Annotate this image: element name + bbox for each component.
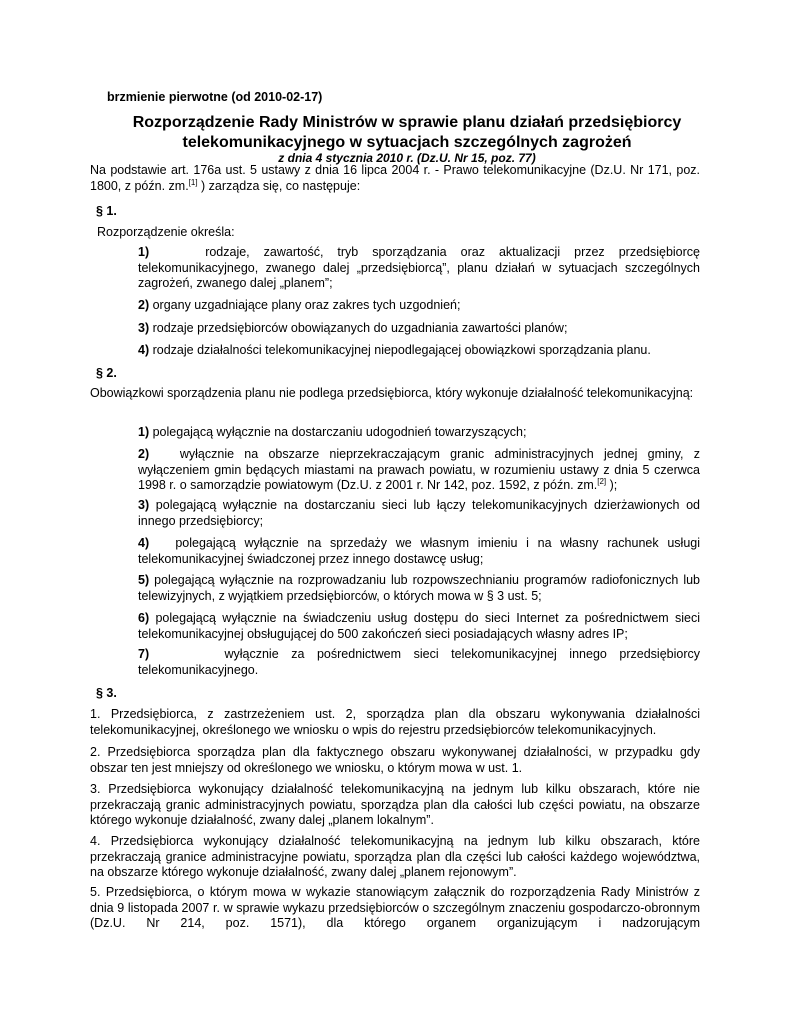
footnote-link-2[interactable]: [2] <box>597 476 607 486</box>
s1-item-2 <box>138 298 700 314</box>
section-1-heading: § 1. <box>96 204 117 218</box>
s1-item-4 <box>138 343 700 359</box>
item-label: 2) <box>138 447 150 461</box>
s1-item-1 <box>138 245 700 292</box>
s2-item-4 <box>138 536 700 567</box>
section-2-heading: § 2. <box>96 366 117 380</box>
s3-paragraph-5: 5. Przedsiębiorca, o którym mowa w wykazie stanowiącym załącznik do rozporządzenia Rady Ministrów z dnia 9 listopada 2007 r. w sprawie wykazu przedsiębiorców o szczególnym znaczeniu gospodarczo-obronnym (Dz.U. Nr 214, poz. 1571), dla którego organem organizującym i nadzorującym <box>90 885 700 930</box>
section-2-intro: Obowiązkowi sporządzenia planu nie podlega przedsiębiorca, który wykonuje działalność telekomunikacyjną: <box>90 386 694 400</box>
s2-item-1 <box>138 425 700 441</box>
item-label: 2) <box>138 298 150 312</box>
item-label: 4) <box>138 536 150 550</box>
preamble: Na podstawie art. 176a ust. 5 ustawy z dnia 16 lipca 2004 r. - Prawo telekomunikacyjne (Dz.U. Nr 171, poz. 1800, z późn. zm.[1] ) zarządza się, co następuje: <box>90 163 700 193</box>
item-label: 1) <box>138 425 150 439</box>
footnote-link-1[interactable]: [1] <box>188 177 198 187</box>
s2-item-2: 2) wyłącznie na obszarze nieprzekraczającym granic administracyjnych jednej gminy, z wyłączeniem gmin będących miastami na prawach powiatu, w rozumieniu ustawy z dnia 5 czerwca 1998 r. o samorządzie powiatowym (Dz.U. z 2001 r. Nr 142, poz. 1592, z późn. zm.[2] ); <box>138 447 701 492</box>
item-text: rodzaje, zawartość, tryb sporządzania oraz aktualizacji przez przedsiębiorcę telekomunikacyjnego, zwanego dalej „przedsiębiorcą”, planu działań w sytuacjach szczególnych zagrożeń, zwanego dalej „planem”; <box>138 245 700 290</box>
section-1-intro: Rozporządzenie określa: <box>97 225 235 239</box>
item-label: 7) <box>138 647 150 661</box>
s3-paragraph-1: 1. Przedsiębiorca, z zastrzeżeniem ust. 2, sporządza plan dla obszaru wykonywania działalności telekomunikacyjnej, określonego we wniosku o wpis do rejestru przedsiębiorców telekomunikacyjnych. <box>90 707 700 737</box>
item-label: 3) <box>138 321 150 335</box>
item-label: 1) <box>138 245 150 259</box>
item-text: polegającą wyłącznie na dostarczaniu sieci lub łączy telekomunikacyjnych dzierżawionych od innego przedsiębiorcy; <box>138 498 701 528</box>
item-text: polegającą wyłącznie na rozprowadzaniu lub rozpowszechnianiu programów radiofonicznych lub telewizyjnych, z wyjątkiem przedsiębiorców, o których mowa w § 3 ust. 5; <box>138 573 700 603</box>
document-title <box>90 113 724 153</box>
section-3-heading: § 3. <box>96 686 117 700</box>
s2-item-6 <box>138 611 700 642</box>
s3-paragraph-3: 3. Przedsiębiorca wykonujący działalność telekomunikacyjną na jednym lub kilku obszarach, które nie przekraczają granic administracyjnych powiatu, sporządza plan dla całości lub części powiatu, na obszarze którego wykonuje działalność, zwany dalej „planem lokalnym”. <box>90 782 700 827</box>
item-text: polegającą wyłącznie na świadczeniu usług dostępu do sieci Internet za pośrednictwem sieci telekomunikacyjnej obsługującej do 500 zakończeń sieci posiadających własny adres IP; <box>138 611 700 641</box>
item-text: organy uzgadniające plany oraz zakres tych uzgodnień; <box>152 298 461 312</box>
item-text: rodzaje działalności telekomunikacyjnej niepodlegającej obowiązkowi sporządzania planu. <box>152 343 651 357</box>
s2-item-7 <box>138 647 700 678</box>
item-text: rodzaje przedsiębiorców obowiązanych do uzgadniania zawartości planów; <box>152 321 568 335</box>
s2-item-5 <box>138 573 700 604</box>
title-line-1: Rozporządzenie Rady Ministrów w sprawie planu działań przedsiębiorcy <box>132 114 682 131</box>
item-label: 3) <box>138 498 150 512</box>
item-text: wyłącznie za pośrednictwem sieci telekomunikacyjnej innego przedsiębiorcy telekomunikacyjnego. <box>138 647 700 677</box>
s2-item-3 <box>138 498 700 529</box>
s3-paragraph-2: 2. Przedsiębiorca sporządza plan dla faktycznego obszaru wykonywanej działalności, w przypadku gdy obszar ten jest mniejszy od określonego we wniosku, o którym mowa w ust. 1. <box>90 745 700 775</box>
item-label: 5) <box>138 573 150 587</box>
item-text: polegającą wyłącznie na sprzedaży we własnym imieniu i na własny rachunek usługi telekomunikacyjnej świadczonej przez innego dostawcę usług; <box>138 536 700 566</box>
title-line-2: telekomunikacyjnego w sytuacjach szczególnych zagrożeń <box>182 134 632 151</box>
version-note: brzmienie pierwotne (od 2010-02-17) <box>107 90 323 104</box>
document-subtitle: z dnia 4 stycznia 2010 r. (Dz.U. Nr 15, poz. 77) <box>278 151 536 165</box>
item-label: 4) <box>138 343 150 357</box>
item-label: 6) <box>138 611 150 625</box>
item-text: wyłącznie na obszarze nieprzekraczającym granic administracyjnych jednej gminy, z wyłączeniem gmin będących miastami na prawach powiatu, w rozumieniu ustawy z dnia 5 czerwca 1998 r. o samorządzie powiatowym (Dz.U. z 2001 r. Nr 142, poz. 1592, z późn. zm. <box>138 447 701 492</box>
s3-paragraph-4: 4. Przedsiębiorca wykonujący działalność telekomunikacyjną na jednym lub kilku obszarach, które przekraczają granice administracyjne powiatu, sporządza plan dla części lub całości każdego województwa, na obszarze którego wykonuje działalność, zwany dalej „planem rejonowym”. <box>90 834 700 879</box>
item-text: polegającą wyłącznie na dostarczaniu udogodnień towarzyszących; <box>152 425 527 439</box>
s1-item-3 <box>138 321 700 337</box>
